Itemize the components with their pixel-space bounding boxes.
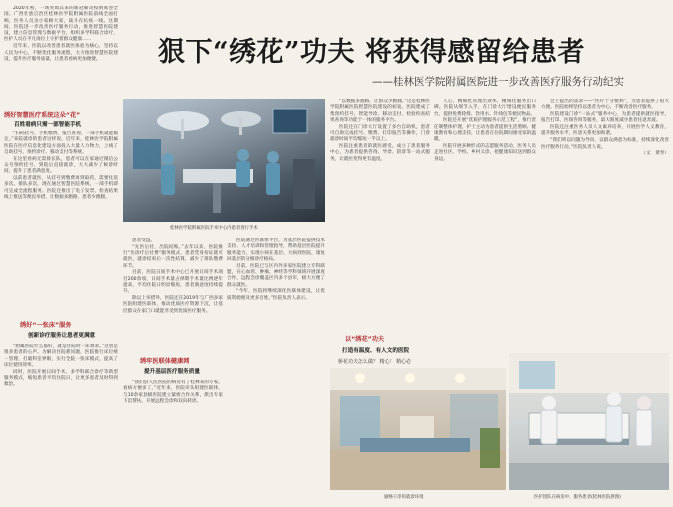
body-paragraph: 医院还开展“优质护理服务示范工程”，推行责任制整体护理，护士主动为患者提供生活照顾、健康教育和心理支持，让患者在住院期间感受家的温暖。 xyxy=(434,118,536,143)
intro-paragraph: 近年来，医院以改善患者就医体验为核心，坚持以人民为中心，不断优化服务流程，大力推进智慧医院建设，提升医疗服务质量，让患者看病更加便捷。 xyxy=(4,44,118,62)
body-column xyxy=(434,99,536,331)
section-subheading: 百姓看病只需一部智能手机 xyxy=(14,122,82,128)
section-heading: 以“绣花”功夫 xyxy=(345,336,385,343)
section-body xyxy=(4,131,118,304)
section-subheading: 打造有温度、有人文的医院 xyxy=(342,348,410,354)
intro-paragraph: 2020年初，一场突如其来的新冠肺炎疫情席卷全国。广西壮族自治区桂林医学院附属医院前线全面打响，医务人员舍小家顾大家，战斗在抗疫一线。这期间，医院进一步改善医疗服务行动，推进智慧医院建设，建立信息管理与数据平台，组织多学科联合诊疗，医护人员在平凡岗位上守护着群众健康…… xyxy=(4,6,118,43)
body-paragraph: “先医后付，出院结账。”去年以来，医院推行“先诊疗后付费”服务模式，患者凭身份证就可就医，就诊结束后一次性结算，减少了排队缴费环节。 xyxy=(123,244,223,269)
body-paragraph: 医院还注重医务人员人文素养培养，开展医学人文教育，提升服务水平，医患关系更加和谐。 xyxy=(541,125,669,137)
body-column xyxy=(330,99,430,331)
body-paragraph: 人心，精细化管理出效率，精细化服务出口碑。医院从细节入手，在门诊大厅增设便民服务台，提供免费轮椅、饮用水、针线包等便民物品。 xyxy=(434,99,536,117)
section-subheading: 创新诊疗服务让患者更满意 xyxy=(28,333,96,339)
photo-caption: 通畅干净的就诊环境 xyxy=(384,495,424,500)
ward-photo xyxy=(509,353,669,490)
section-subheading: 提升基层医疗服务质量 xyxy=(144,369,200,375)
waiting-area-photo xyxy=(330,368,506,490)
ward-illustration xyxy=(509,353,669,490)
waiting-area-illustration xyxy=(330,368,506,490)
photo-caption: 医护团队在病房中，服务患者(桂林医院供图) xyxy=(534,495,621,500)
body-paragraph: 以前患者就医，从挂号到缴费再到取药，需要往返多次、排队多次，现在通过智慧医院系统，一部手机即可完成全流程服务。医院还推出了电子发票、检查结果线上推送等便民举措，让数据多跑路，患者少跑腿。 xyxy=(4,176,118,200)
body-paragraph: “附属医院什么都好，就是住院时一床难求。”这曾是很多患者的心声。为解决住院难问题，医院推行床位统一管理，打破科室界限，实行全院一张床模式，提高了床位使用效率。 xyxy=(4,344,118,368)
body-column xyxy=(123,380,223,504)
body-paragraph: 目前，医院日间手术中心已开展日间手术项目200余项，日间手术量占择期手术量比例逐年提高，平均住院日明显缩短，患者满意度持续提升。 xyxy=(123,270,223,295)
body-paragraph: “今年，医院将继续深化医联体建设，让优质资源惠及更多百姓。”医院负责人表示。 xyxy=(227,289,325,301)
body-paragraph: 目前，医院已与区内外多家医院建立专科联盟，在心血管、肿瘤、神经等学科领域开展深度合作，远程会诊覆盖区内多个县市，极大方便了群众就医。 xyxy=(227,263,325,288)
body-paragraph: “以数据多跑路，让群众少跑腿。”这是桂林医学院附属医院智慧医院建设的初衷。医院建成了集预约挂号、智能导诊、移动支付、检验检查结果查询等功能于一体的服务平台。 xyxy=(330,99,430,123)
intro-column xyxy=(4,6,118,110)
body-paragraph: 医院建设门诊“一站式”服务中心，为患者提供就医指导、报告打印、医保咨询等服务，最大限度减少患者往返奔波。 xyxy=(541,112,669,124)
body-paragraph: 同时，医院开展日间手术、多学科联合诊疗等新型服务模式，缩短患者平均住院日，让更多患者及时得到救治。 xyxy=(4,369,118,388)
body-paragraph: “我们县人民医院的病房有了桂林来的专家，看病方便多了。”近年来，医院牵头组建医联体，与10余家县级医院建立紧密合作关系，派出专家下沉帮扶，开展远程会诊和双向转诊。 xyxy=(123,380,223,404)
headline-subtitle: ——桂林医学院附属医院进一步改善医疗服务行动纪实 xyxy=(372,76,624,88)
photo-caption: 桂林医学院附属医院手术中心内患者进行手术 xyxy=(170,226,258,231)
section-body xyxy=(4,344,118,504)
body-paragraph: “我们将以问题为导向，以群众满意为标准，持续深化改善医疗服务行动。”医院负责人说。 xyxy=(541,138,669,150)
body-paragraph: 医院注重患者的就医感受，成立了患者服务中心，为患者提供咨询、导诊、陪诊等一站式服务，让就医变得更有温度。 xyxy=(330,144,430,162)
operating-room-photo xyxy=(123,99,325,222)
section-caption: 桥花功夫怎么做？ 精心！ 精心必 xyxy=(338,359,412,365)
section-heading: 绣牢医联体健康网 xyxy=(140,358,190,365)
section-heading: 绣好智慧医疗系统这朵“花” xyxy=(4,112,81,119)
headline-title: 狠下“绣花”功夫 将获得感留给患者 xyxy=(158,37,585,68)
body-paragraph: 医院通过医联体平台，为基层医院提供技术支持、人才培训和管理指导，帮助基层医院提升服务能力，实现小病在基层、大病到医院、康复回基层的分级诊疗格局。 xyxy=(227,238,325,262)
body-paragraph: 在这里看病无需排长队，患者可以在家通过微信公众号预约挂号，到院后直接就诊，大大减少了候诊时间，提升了患者满意度。 xyxy=(4,156,118,175)
body-paragraph: “扫码挂号，手机缴费，报告查询，一部手机就能搞定。”来院就诊的患者这样说。近年来，桂林医学院附属医院在医疗信息化建设方面投入大量人力物力，上线了自助挂号、预约诊疗、移动支付等系统。 xyxy=(4,131,118,155)
body-column xyxy=(123,238,223,356)
body-column xyxy=(227,238,325,504)
operating-room-illustration xyxy=(123,99,325,222)
body-paragraph: 患者受益。 xyxy=(132,238,155,243)
body-column xyxy=(541,99,669,349)
body-paragraph: 除以上举措外，医院还在2019年与广西多家医院组建医联体，推动优质医疗资源下沉，让基层群众在家门口就能享受到优质医疗服务。 xyxy=(123,296,223,314)
author-credit: （文 黄寿） xyxy=(641,151,669,157)
body-paragraph: 医院开展多种形式的志愿服务活动，医务人员走进社区、学校、乡村义诊，把健康知识送到群众身边。 xyxy=(434,144,536,162)
body-paragraph: 会上提出的需求——“医疗十分便利”，为患者提供了很大方便。医院始终坚持以患者为中心，不断改善医疗服务。 xyxy=(541,99,669,111)
body-paragraph: 医院还在门诊大厅设置了多台自助机，患者可自助完成挂号、缴费、打印报告等操作，门诊就诊时间平均缩短一半以上。 xyxy=(330,124,430,143)
section-heading: 绣好“一张床”服务 xyxy=(20,322,72,329)
